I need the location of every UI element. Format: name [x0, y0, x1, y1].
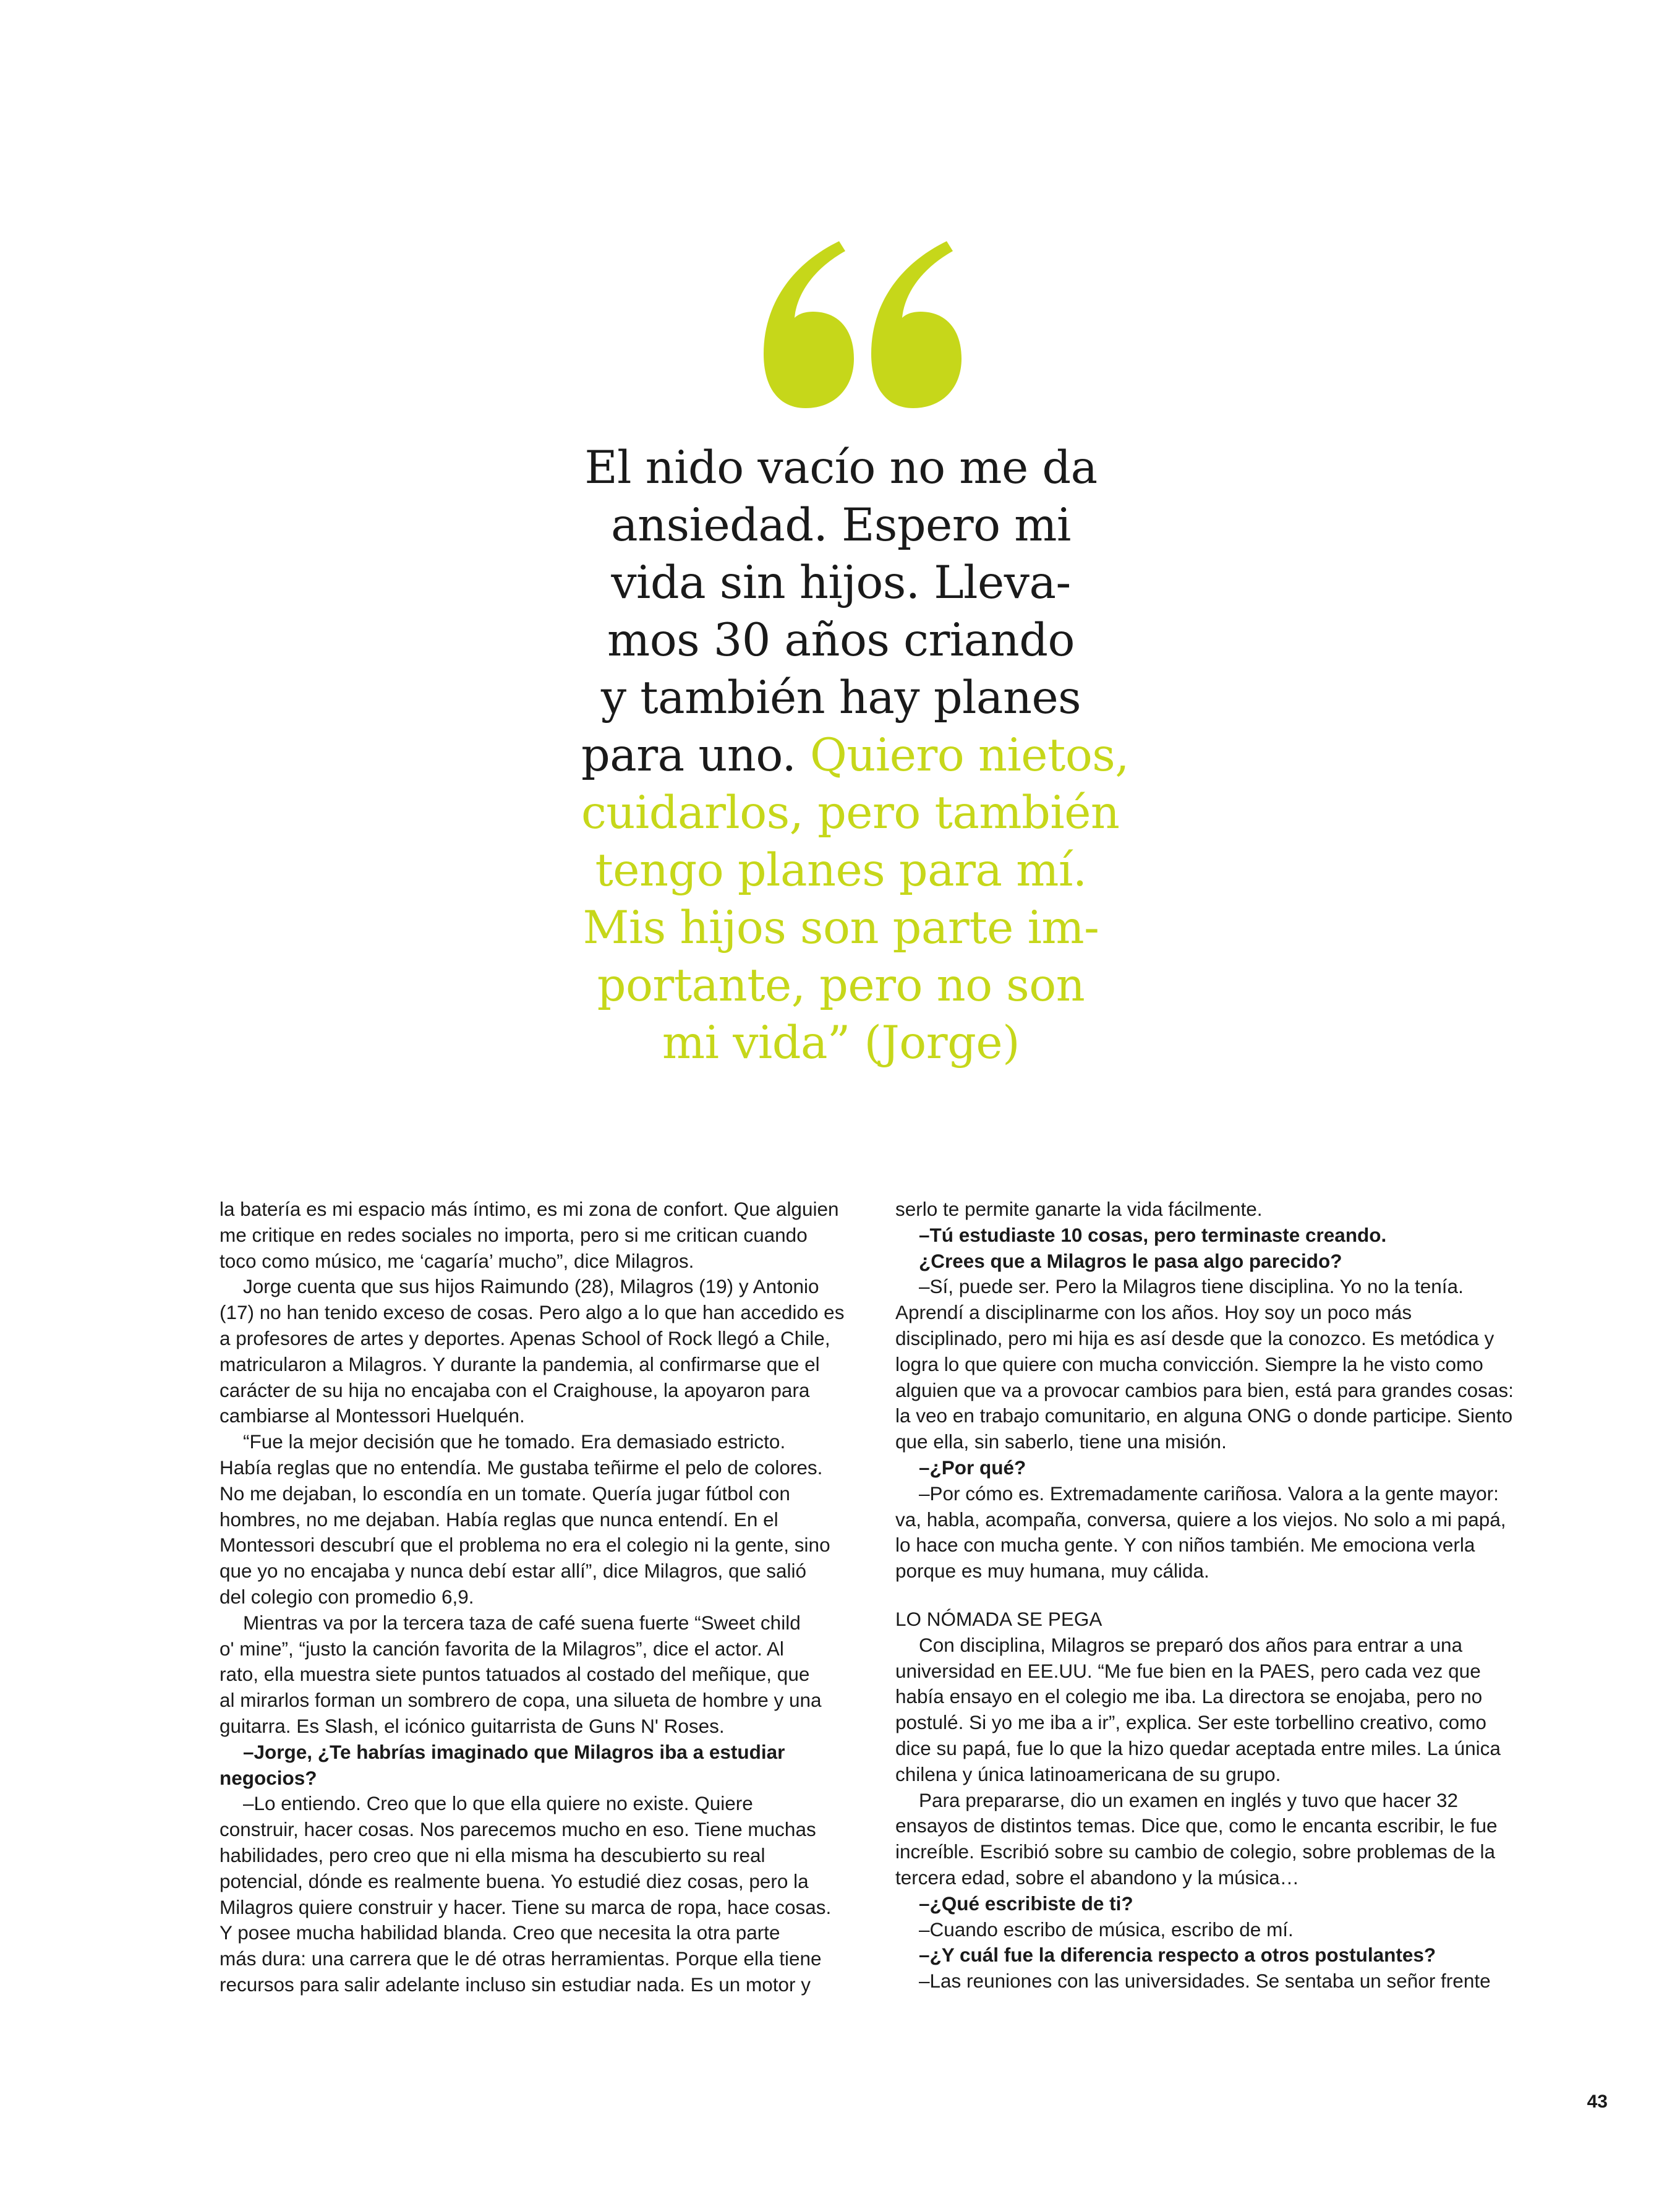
interview-question-line: –¿Qué escribiste de ti? [919, 1892, 1133, 1915]
body-text-line: (17) no han tenido exceso de cosas. Pero algo a lo que han accedido es [220, 1301, 845, 1324]
pull-quote-highlight-line: mi vida” (Jorge) [662, 1017, 1020, 1069]
article-column-left [220, 1197, 872, 1998]
opening-quote-icon [764, 241, 962, 408]
pull-quote-highlight-line: portante, pero no son [597, 959, 1085, 1012]
body-text-line: logra lo que quiere con mucha convicción. Siempre la he visto como [895, 1352, 1483, 1375]
pull-quote-line: ansiedad. Espero mi [611, 499, 1071, 552]
pull-quote-line: El nido vacío no me da [584, 442, 1098, 494]
article-column-right [895, 1197, 1548, 1994]
body-text-line: –Cuando escribo de música, escribo de mí. [919, 1918, 1294, 1941]
body-text-line: increíble. Escribió sobre su cambio de colegio, sobre problemas de la [895, 1840, 1496, 1863]
body-text-line: toco como músico, me ‘cagaría’ mucho”, dice Milagros. [220, 1249, 694, 1272]
section-spacer [895, 1584, 1548, 1607]
interview-question-line: –Tú estudiaste 10 cosas, pero terminaste creando. [919, 1223, 1387, 1246]
body-text-line: –Lo entiendo. Creo que lo que ella quiere no existe. Quiere [243, 1792, 753, 1815]
interview-question-line: ¿Crees que a Milagros le pasa algo parecido? [919, 1249, 1342, 1272]
body-text-line: Jorge cuenta que sus hijos Raimundo (28), Milagros (19) y Antonio [243, 1275, 819, 1298]
body-text-line: rato, ella muestra siete puntos tatuados al costado del meñique, que [220, 1663, 810, 1686]
pull-quote-line [581, 727, 1129, 784]
body-text-line: Había reglas que no entendía. Me gustaba teñirme el pelo de colores. [220, 1456, 823, 1479]
body-text-line: –Sí, puede ser. Pero la Milagros tiene disciplina. Yo no la tenía. [919, 1275, 1464, 1298]
body-text-line: ensayos de distintos temas. Dice que, como le encanta escribir, le fue [895, 1814, 1498, 1837]
body-text-line: No me dejaban, lo escondía en un tomate. Quería jugar fútbol con [220, 1482, 790, 1505]
pull-quote [581, 439, 1129, 1072]
body-text-line: disciplinado, pero mi hija es así desde que la conozco. Es metódica y [895, 1326, 1495, 1349]
body-text-line: tercera edad, sobre el abandono y la música… [895, 1866, 1300, 1889]
pull-quote-text: para uno. [581, 729, 810, 782]
section-heading: LO NÓMADA SE PEGA [895, 1607, 1102, 1630]
body-text-line: hombres, no me dejaban. Había reglas que nunca entendí. En el [220, 1508, 778, 1531]
body-text-line: había ensayo en el colegio me iba. La directora se enojaba, pero no [895, 1685, 1483, 1708]
body-text-line: va, habla, acompaña, conversa, quiere a los viejos. No solo a mi papá, [895, 1508, 1506, 1531]
body-text-line: Y posee mucha habilidad blanda. Creo que necesita la otra parte [220, 1921, 780, 1944]
body-text-line: del colegio con promedio 6,9. [220, 1585, 474, 1608]
body-text-line: Milagros quiere construir y hacer. Tiene su marca de ropa, hace cosas. [220, 1895, 832, 1918]
body-text-line: –Las reuniones con las universidades. Se sentaba un señor frente [919, 1970, 1491, 1992]
body-text-line: Con disciplina, Milagros se preparó dos años para entrar a una [919, 1633, 1463, 1656]
body-text-line: a profesores de artes y deportes. Apenas School of Rock llegó a Chile, [220, 1326, 830, 1349]
body-text-line: universidad en EE.UU. “Me fue bien en la PAES, pero cada vez que [895, 1659, 1481, 1682]
body-text-line: Para prepararse, dio un examen en inglés y tuvo que hacer 32 [919, 1788, 1459, 1811]
body-text-line: alguien que va a provocar cambios para bien, está para grandes cosas: [895, 1378, 1514, 1401]
body-text-line: al mirarlos forman un sombrero de copa, una silueta de hombre y una [220, 1689, 822, 1712]
pull-quote-line: y también hay planes [600, 672, 1081, 724]
body-text-line: la batería es mi espacio más íntimo, es mi zona de confort. Que alguien [220, 1198, 839, 1220]
body-text-line: potencial, dónde es realmente buena. Yo estudié diez cosas, pero la [220, 1869, 809, 1892]
body-text-line: me critique en redes sociales no importa, pero si me critican cuando [220, 1223, 808, 1246]
body-text-line: matricularon a Milagros. Y durante la pandemia, al confirmarse que el [220, 1352, 820, 1375]
body-text-line: guitarra. Es Slash, el icónico guitarrista de Guns N' Roses. [220, 1714, 725, 1737]
body-text-line: carácter de su hija no encajaba con el Craighouse, la apoyaron para [220, 1378, 810, 1401]
body-text-line: recursos para salir adelante incluso sin estudiar nada. Es un motor y [220, 1973, 811, 1996]
pull-quote-highlight-line: Mis hijos son parte im- [582, 902, 1099, 954]
body-text-line: construir, hacer cosas. Nos parecemos mucho en eso. Tiene muchas [220, 1818, 816, 1841]
body-text-line: habilidades, pero creo que ni ella misma ha descubierto su real [220, 1843, 765, 1866]
body-text-line: chilena y única latinoamericana de su grupo. [895, 1762, 1281, 1785]
body-text-line: la veo en trabajo comunitario, en alguna ONG o donde participe. Siento [895, 1404, 1513, 1427]
pull-quote-highlight: Quiero nietos, [809, 729, 1129, 782]
body-text-line: cambiarse al Montessori Huelquén. [220, 1404, 525, 1427]
body-text-line: o' mine”, “justo la canción favorita de la Milagros”, dice el actor. Al [220, 1637, 784, 1660]
body-text-line: “Fue la mejor decisión que he tomado. Era demasiado estricto. [243, 1430, 786, 1453]
interview-question-line: negocios? [220, 1766, 317, 1789]
body-text-line: serlo te permite ganarte la vida fácilmente. [895, 1198, 1263, 1220]
body-text-line: lo hace con mucha gente. Y con niños también. Me emociona verla [895, 1534, 1475, 1557]
pull-quote-line: mos 30 años criando [607, 614, 1075, 667]
interview-question-line: –¿Por qué? [919, 1456, 1026, 1479]
body-text-line: dice su papá, fue lo que la hizo quedar aceptada entre miles. La única [895, 1736, 1501, 1759]
pull-quote-line: vida sin hijos. Lleva- [611, 557, 1071, 609]
body-text-line: –Por cómo es. Extremadamente cariñosa. Valora a la gente mayor: [919, 1482, 1499, 1505]
interview-question-line: –¿Y cuál fue la diferencia respecto a otros postulantes? [919, 1944, 1436, 1967]
body-text-line: más dura: una carrera que le dé otras herramientas. Porque ella tiene [220, 1947, 822, 1970]
body-text-line: porque es muy humana, muy cálida. [895, 1560, 1209, 1582]
body-text-line: que yo no encajaba y nunca debí estar allí”, dice Milagros, que salió [220, 1560, 807, 1582]
page-number: 43 [1587, 2091, 1608, 2112]
pull-quote-highlight-line: cuidarlos, pero también [581, 787, 1120, 839]
body-text-line: Mientras va por la tercera taza de café suena fuerte “Sweet child [243, 1611, 801, 1634]
pull-quote-highlight-line: tengo planes para mí. [595, 844, 1087, 897]
body-text-line: que ella, sin saberlo, tiene una misión. [895, 1430, 1227, 1453]
interview-question-line: –Jorge, ¿Te habrías imaginado que Milagros iba a estudiar [243, 1740, 785, 1763]
body-text-line: Aprendí a disciplinarme con los años. Hoy soy un poco más [895, 1301, 1412, 1324]
body-text-line: Montessori descubrí que el problema no era el colegio ni la gente, sino [220, 1534, 830, 1557]
body-text-line: postulé. Si yo me iba a ir”, explica. Ser este torbellino creativo, como [895, 1711, 1486, 1734]
